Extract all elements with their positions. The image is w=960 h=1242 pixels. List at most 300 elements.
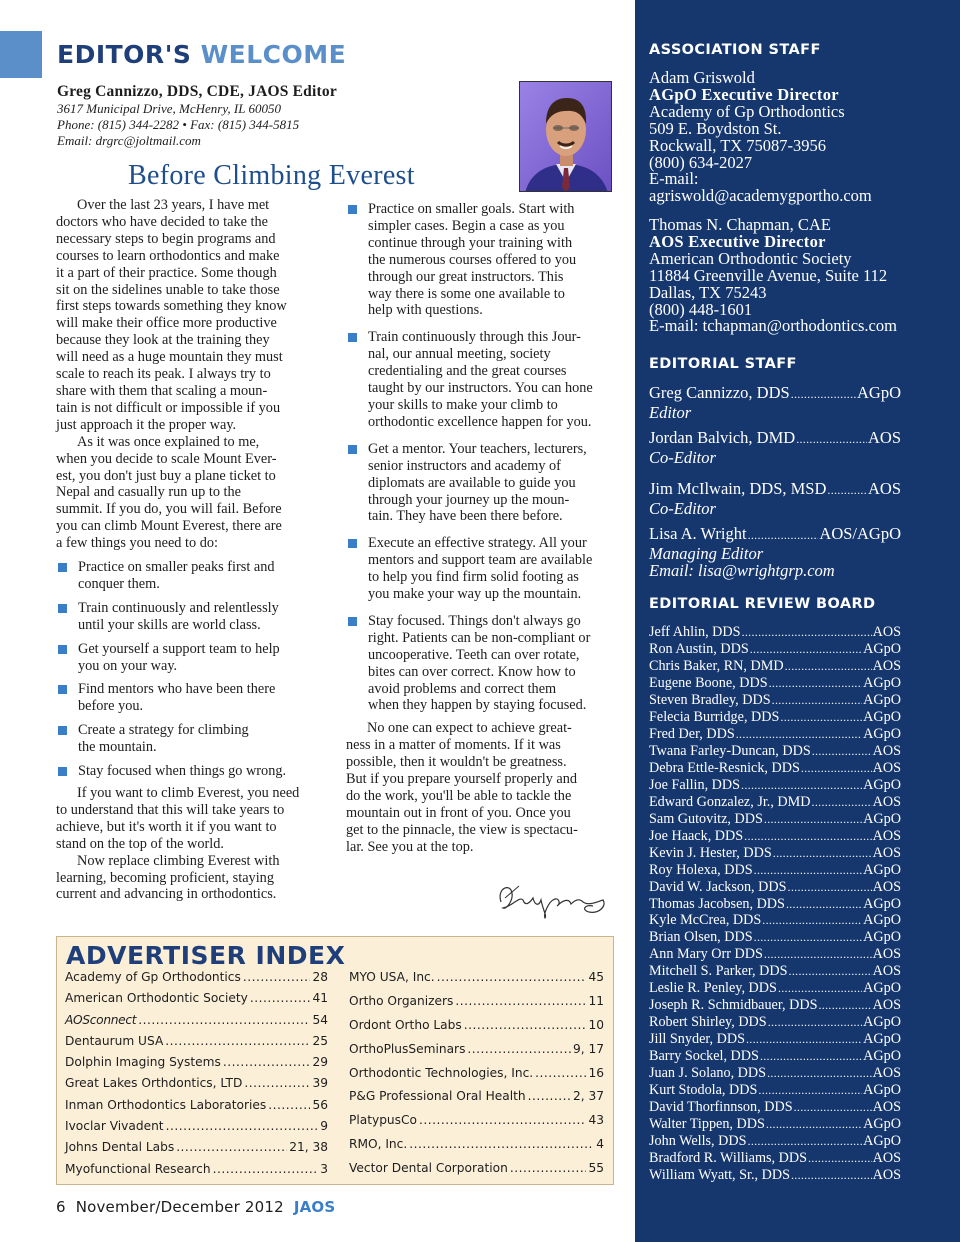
editor-portrait [519, 81, 612, 192]
board-member-affiliation: AGpO [863, 776, 901, 793]
editorial-name: Jordan Balvich, DMD [649, 428, 796, 447]
leader-dots [138, 1013, 310, 1027]
leader-dots [437, 970, 587, 984]
text-line: you make your way up the mountain. [368, 586, 582, 603]
leader-dots [760, 1048, 862, 1065]
leader-dots [764, 811, 862, 828]
leader-dots [748, 525, 819, 545]
text-line: mountain out in front of you. Once you [346, 804, 571, 821]
text-line: mentors and support team are available [368, 552, 593, 569]
board-member-name: Eugene Boone, DDS [649, 674, 768, 691]
board-member-name: William Wyatt, Sr., DDS [649, 1167, 790, 1183]
text-line: summit. If you do, you will fail. Before [56, 501, 282, 518]
text-line: you on your way. [78, 657, 178, 674]
advertiser-row [349, 970, 604, 994]
board-member-name: Robert Shirley, DDS [649, 1014, 767, 1031]
advertiser-row [65, 1119, 328, 1140]
text-line: Create a strategy for climbing [78, 722, 249, 739]
leader-dots [791, 1167, 872, 1184]
leader-dots [764, 946, 872, 963]
advertiser-row [65, 1055, 328, 1076]
board-member-affiliation: AOS [872, 946, 901, 963]
leader-dots [812, 743, 872, 760]
text-line: bites can over correct. Know how to [368, 663, 576, 680]
text-line: current and advancing in orthodontics. [56, 886, 277, 903]
advertiser-name: OrthoPlusSeminars [349, 1041, 466, 1056]
text-line: Get a mentor. Your teachers, lecturers, [368, 440, 587, 457]
leader-dots [786, 896, 862, 913]
board-member [649, 828, 901, 845]
text-line: taught by our instructors. You can hone [368, 380, 593, 397]
board-member-affiliation: AOS [872, 878, 901, 895]
text-line: ness in a matter of moments. If it was [346, 737, 561, 754]
board-member [649, 1014, 901, 1031]
board-member-affiliation: AGpO [863, 1014, 901, 1031]
section-title-part2: WELCOME [200, 40, 347, 69]
advertiser-page: 9 [320, 1119, 328, 1134]
board-member [649, 1167, 901, 1184]
board-member-name: Fred Der, DDS [649, 725, 735, 742]
staff-title: AOS Executive Director [649, 231, 826, 251]
staff-email: agriswold@academygportho.com [649, 186, 872, 206]
text-line: continue through your training with [368, 234, 573, 251]
advertiser-name: Dolphin Imaging Systems [65, 1055, 221, 1070]
advertiser-name: Orthodontic Technologies, Inc. [349, 1065, 534, 1080]
text-line: first steps towards something they know [56, 298, 287, 315]
board-member [649, 709, 901, 726]
text-line: when they happen by staying focused. [368, 697, 587, 714]
advertiser-page: 29 [312, 1055, 328, 1070]
board-member-affiliation: AGpO [863, 674, 901, 691]
board-member-affiliation: AGpO [863, 1031, 901, 1048]
text-line: But if you prepare yourself properly and [346, 771, 578, 788]
leader-dots [213, 1162, 319, 1176]
board-member-name: Edward Gonzalez, Jr., DMD [649, 793, 811, 810]
advertiser-name: P&G Professional Oral Health [349, 1089, 526, 1104]
page-number: 6 [56, 1198, 66, 1216]
text-line: to help you find firm solid footing as [368, 569, 579, 586]
advertiser-page: 9, 17 [572, 1041, 604, 1056]
editorial-name: Jim McIlwain, DDS, MSD [649, 479, 827, 498]
editorial-member [649, 429, 901, 466]
board-member-name: David W. Jackson, DDS [649, 878, 787, 895]
leader-dots [812, 794, 872, 811]
text-line: just approach it the proper way. [56, 416, 237, 433]
staff-street: 11884 Greenville Avenue, Suite 112 [649, 265, 888, 285]
text-line: possible, then it wouldn't be greatness. [346, 754, 567, 771]
advertiser-row [349, 1113, 604, 1137]
editorial-name: Lisa A. Wright [649, 524, 747, 543]
text-line: the numerous courses offered to you [368, 251, 577, 268]
editorial-org: AOS [867, 428, 901, 447]
editor-signature [493, 876, 613, 920]
editor-phone: Phone: (815) 344-2282 • Fax: (815) 344-5815 [57, 117, 300, 132]
leader-dots [223, 1055, 311, 1069]
text-line: Find mentors who have been there [78, 681, 276, 698]
editorial-role: Managing Editor [649, 543, 764, 563]
board-member [649, 726, 901, 743]
advertiser-name: MYO USA, Inc. [349, 970, 435, 984]
advertiser-name: Myofunctional Research [65, 1161, 211, 1176]
editor-address: 3617 Municipal Drive, McHenry, IL 60050 [57, 101, 281, 116]
editorial-role: Co-Editor [649, 498, 716, 518]
article-column-2 [346, 201, 618, 856]
board-member-name: Mitchell S. Parker, DDS [649, 963, 788, 980]
advertiser-name: AOSconnect [65, 1012, 137, 1027]
text-line: courses to learn orthodontics and make [56, 247, 280, 264]
editorial-role: Co-Editor [649, 447, 716, 467]
staff-phone: (800) 634-2027 [649, 152, 753, 172]
bullet-item [346, 535, 618, 603]
editorial-org: AOS [867, 479, 901, 498]
staff-name: Thomas N. Chapman, CAE [649, 215, 831, 234]
advertiser-row [65, 1140, 328, 1161]
board-member-affiliation: AOS [872, 759, 901, 776]
board-member-name: Kyle McCrea, DDS [649, 912, 762, 929]
section-title [57, 40, 346, 69]
leader-dots [165, 1034, 310, 1048]
board-member-name: David Thorfinnson, DDS [649, 1099, 793, 1116]
text-line: tain. They have been there before. [368, 508, 563, 525]
board-member-name: Felecia Burridge, DDS [649, 708, 780, 725]
text-line: orthodontic excellence happen for you. [368, 413, 592, 430]
board-member [649, 980, 901, 997]
text-line: est, you don't just buy a plane ticket to [56, 467, 276, 484]
leader-dots [741, 777, 862, 794]
leader-dots [464, 1018, 587, 1032]
board-member-affiliation: AGpO [863, 861, 901, 878]
advertiser-page: 3 [320, 1161, 328, 1176]
editorial-staff-heading: EDITORIAL STAFF [649, 356, 797, 372]
editor-email: Email: drgrc@joltmail.com [57, 133, 201, 148]
bullet-square-icon [348, 205, 357, 214]
text-line: stand on the top of the world. [56, 835, 224, 852]
text-line: before you. [78, 698, 144, 715]
advertiser-page: 55 [588, 1161, 604, 1176]
board-member [649, 777, 901, 794]
board-member-affiliation: AOS [872, 1099, 901, 1116]
board-member [649, 692, 901, 709]
advertiser-index-box [56, 936, 614, 1185]
section-tab-marker [0, 31, 42, 78]
board-member-affiliation: AOS [872, 742, 901, 759]
leader-dots [772, 692, 863, 709]
advertiser-page: 16 [588, 1065, 604, 1080]
staff-email-label: E-mail: [649, 169, 699, 189]
article-paragraph [56, 853, 328, 904]
advertiser-page: 21, 38 [289, 1140, 328, 1155]
board-member-name: Juan J. Solano, DDS [649, 1065, 767, 1082]
leader-dots [785, 658, 872, 675]
leader-dots [419, 1113, 587, 1127]
text-line: Now replace climbing Everest with [77, 852, 280, 869]
leader-dots [794, 1099, 872, 1116]
editorial-org: AGpO [857, 383, 901, 402]
board-member [649, 1082, 901, 1099]
board-member-name: Jill Snyder, DDS [649, 1031, 745, 1048]
text-line: it a part of their practice. Some though [56, 264, 277, 281]
board-member [649, 946, 901, 963]
text-line: achieve, but it's worth it if you want to [56, 818, 277, 835]
issue-date: November/December 2012 [75, 1198, 284, 1216]
leader-dots [762, 912, 862, 929]
leader-dots [819, 997, 872, 1014]
advertiser-row [349, 1066, 604, 1090]
text-line: the mountain. [78, 739, 157, 756]
leader-dots [535, 1066, 586, 1080]
text-line: credentialing and the great courses [368, 363, 567, 380]
staff-phone: (800) 448-1601 [649, 299, 753, 319]
bullet-item [56, 681, 328, 715]
board-member-name: Chris Baker, RN, DMD [649, 657, 784, 674]
article-paragraph [56, 785, 328, 853]
board-member [649, 1099, 901, 1116]
text-line: a few things you need to do: [56, 535, 218, 552]
leader-dots [801, 760, 872, 777]
text-line: Stay focused. Things don't always go [368, 612, 581, 629]
board-member [649, 1048, 901, 1065]
board-member-affiliation: AOS [872, 827, 901, 844]
text-line: right. Patients can be non-compliant or [368, 629, 591, 646]
board-member-affiliation: AGpO [863, 708, 901, 725]
text-line: scale to reach its peak. I always try to [56, 366, 271, 383]
section-title-part1: EDITOR'S [57, 40, 192, 69]
bullet-square-icon [348, 617, 357, 626]
text-line: will need as a huge mountain they must [56, 349, 283, 366]
leader-dots [827, 480, 867, 500]
article-paragraph [56, 197, 328, 434]
advertiser-row [349, 1042, 604, 1066]
advertiser-row [65, 1013, 328, 1034]
leader-dots [769, 675, 863, 692]
bullet-item [56, 559, 328, 593]
text-line: share with them that scaling a moun- [56, 382, 268, 399]
board-member-name: Joe Fallin, DDS [649, 776, 741, 793]
leader-dots [808, 1150, 872, 1167]
text-line: way there is some one available to [368, 285, 565, 302]
bullet-item [346, 329, 618, 430]
advertiser-name: Ortho Organizers [349, 993, 454, 1008]
advertiser-name: Academy of Gp Orthodontics [65, 970, 241, 984]
advertiser-page: 54 [312, 1012, 328, 1027]
board-member-affiliation: AGpO [863, 912, 901, 929]
text-line: help with questions. [368, 302, 483, 319]
text-line: until your skills are world class. [78, 616, 261, 633]
editorial-org: AOS/AGpO [819, 524, 901, 543]
leader-dots [528, 1089, 571, 1103]
editorial-email: Email: lisa@wrightgrp.com [649, 561, 835, 580]
board-member-affiliation: AGpO [863, 725, 901, 742]
leader-dots [754, 862, 863, 879]
advertiser-page: 11 [588, 993, 604, 1008]
leader-dots [455, 994, 586, 1008]
advertiser-row [349, 1137, 604, 1161]
advertiser-row [65, 1076, 328, 1097]
board-member-name: Barry Sockel, DDS [649, 1048, 759, 1065]
bullet-item [56, 641, 328, 675]
board-member-name: Ann Mary Orr DDS [649, 946, 763, 963]
staff-name: Adam Griswold [649, 68, 755, 87]
board-member-affiliation: AGpO [863, 1082, 901, 1099]
text-line: diplomats are available to guide you [368, 474, 576, 491]
text-line: through your journey up the moun- [368, 491, 570, 508]
bullet-square-icon [58, 767, 67, 776]
staff-street: 509 E. Boydston St. [649, 118, 782, 138]
board-member-affiliation: AOS [872, 1065, 901, 1082]
board-member [649, 811, 901, 828]
advertiser-page: 43 [588, 1113, 604, 1128]
board-member-name: Walter Tippen, DDS [649, 1116, 765, 1133]
text-line: will make their office more productive [56, 315, 277, 332]
leader-dots [166, 1119, 319, 1133]
advertiser-row [65, 991, 328, 1012]
board-member-affiliation: AGpO [863, 1048, 901, 1065]
advertiser-page: 45 [588, 970, 604, 984]
text-line: uncooperative. Teeth can over rotate, [368, 646, 580, 663]
leader-dots [754, 929, 863, 946]
leader-dots [742, 624, 872, 641]
board-member [649, 845, 901, 862]
board-member-affiliation: AOS [872, 793, 901, 810]
text-line: If you want to climb Everest, you need [77, 785, 300, 801]
text-line: Execute an effective strategy. All your [368, 535, 587, 552]
staff-title: AGpO Executive Director [649, 84, 839, 104]
review-board-heading: EDITORIAL REVIEW BOARD [649, 596, 876, 612]
advertiser-name: Great Lakes Orthdontics, LTD [65, 1076, 243, 1091]
board-member-affiliation: AOS [872, 997, 901, 1014]
leader-dots [748, 1133, 863, 1150]
text-line: doctors who have decided to take the [56, 213, 268, 230]
bullet-item [56, 763, 328, 780]
bullet-square-icon [348, 333, 357, 342]
leader-dots [778, 980, 862, 997]
board-member-name: Thomas Jacobsen, DDS [649, 895, 785, 912]
text-line: Get yourself a support team to help [78, 640, 280, 657]
text-line: Stay focused when things go wrong. [78, 763, 287, 780]
text-line: Practice on smaller peaks first and [78, 559, 275, 576]
advertiser-index-title: ADVERTISER INDEX [66, 941, 346, 970]
board-member [649, 1116, 901, 1133]
review-board-list [649, 624, 901, 1184]
editorial-name: Greg Cannizzo, DDS [649, 383, 790, 402]
board-member [649, 743, 901, 760]
leader-dots [796, 429, 867, 449]
leader-dots [268, 1098, 310, 1112]
board-member-affiliation: AGpO [863, 1133, 901, 1150]
text-line: conquer them. [78, 575, 160, 592]
board-member [649, 641, 901, 658]
advertiser-name: PlatypusCo [349, 1113, 417, 1128]
bullet-item [346, 201, 618, 319]
page-footer [56, 1198, 335, 1216]
text-line: Train continuously and relentlessly [78, 599, 279, 616]
editorial-member [649, 480, 901, 517]
advertiser-name: Ivoclar Vivadent [65, 1119, 164, 1134]
staff-city: Dallas, TX 75243 [649, 282, 767, 302]
text-line: learning, becoming proficient, staying [56, 869, 274, 886]
advertiser-row [349, 1089, 604, 1113]
board-member-name: Roy Holexa, DDS [649, 861, 753, 878]
text-line: when you decide to scale Mount Ever- [56, 450, 277, 467]
board-member-affiliation: AOS [872, 624, 901, 640]
board-member-affiliation: AGpO [863, 895, 901, 912]
advertiser-list-left [65, 970, 328, 1183]
board-member-name: Debra Ettle-Resnick, DDS [649, 759, 800, 776]
board-member-affiliation: AGpO [863, 810, 901, 827]
editorial-member [649, 525, 901, 580]
board-member [649, 675, 901, 692]
leader-dots [744, 828, 871, 845]
board-member [649, 1031, 901, 1048]
board-member [649, 862, 901, 879]
bullet-item [56, 722, 328, 756]
leader-dots [766, 1116, 862, 1133]
staff-city: Rockwall, TX 75087-3956 [649, 135, 827, 155]
leader-dots [736, 726, 862, 743]
bullet-item [346, 613, 618, 714]
advertiser-page: 2, 37 [572, 1089, 604, 1104]
board-member-affiliation: AOS [872, 1150, 901, 1167]
board-member-name: Steven Bradley, DDS [649, 691, 771, 708]
text-line: get to the pinnacle, the view is spectacu- [346, 821, 578, 838]
leader-dots [510, 1161, 587, 1175]
article-paragraph [346, 720, 618, 855]
advertiser-page: 25 [312, 1033, 328, 1048]
board-member [649, 896, 901, 913]
leader-dots [780, 709, 862, 726]
board-member-name: Joseph R. Schmidbauer, DDS [649, 997, 818, 1014]
advertiser-row [65, 1162, 328, 1183]
text-line: nal, our annual meeting, society [368, 346, 551, 363]
text-line: lar. See you at the top. [346, 838, 474, 855]
board-member-affiliation: AGpO [863, 929, 901, 946]
advertiser-page: 39 [312, 1076, 328, 1091]
advertiser-row [349, 1018, 604, 1042]
bullet-square-icon [348, 539, 357, 548]
leader-dots [768, 1014, 862, 1031]
advertiser-row [65, 970, 328, 991]
bullet-square-icon [58, 563, 67, 572]
journal-name: JAOS [293, 1198, 336, 1216]
leader-dots [746, 1031, 862, 1048]
article-title: Before Climbing Everest [128, 160, 415, 191]
staff-email: E-mail: tchapman@orthodontics.com [649, 316, 897, 336]
board-member-affiliation: AGpO [863, 691, 901, 708]
text-line: Over the last 23 years, I have met [77, 197, 270, 213]
staff-sidebar [635, 0, 960, 1242]
text-line: you can climb Mount Everest, there are [56, 518, 282, 535]
text-line: As it was once explained to me, [77, 433, 260, 450]
leader-dots [773, 845, 872, 862]
board-member-name: Kurt Stodola, DDS [649, 1082, 758, 1099]
board-member-affiliation: AOS [872, 657, 901, 674]
staff-contact-aos [649, 217, 897, 335]
board-member-name: Twana Farley-Duncan, DDS [649, 742, 811, 759]
advertiser-name: Inman Orthodontics Laboratories [65, 1097, 267, 1112]
advertiser-row [65, 1034, 328, 1055]
advertiser-name: Vector Dental Corporation [349, 1161, 508, 1176]
bullet-square-icon [348, 445, 357, 454]
advertiser-name: Dentaurum USA [65, 1033, 164, 1048]
advertiser-row [65, 1098, 328, 1119]
advertiser-page: 4 [596, 1137, 604, 1152]
board-member [649, 963, 901, 980]
bullet-item [346, 441, 618, 526]
leader-dots [750, 641, 862, 658]
text-line: through our great instructors. This [368, 268, 564, 285]
text-line: avoid problems and correct them [368, 680, 557, 697]
bullet-item [56, 600, 328, 634]
